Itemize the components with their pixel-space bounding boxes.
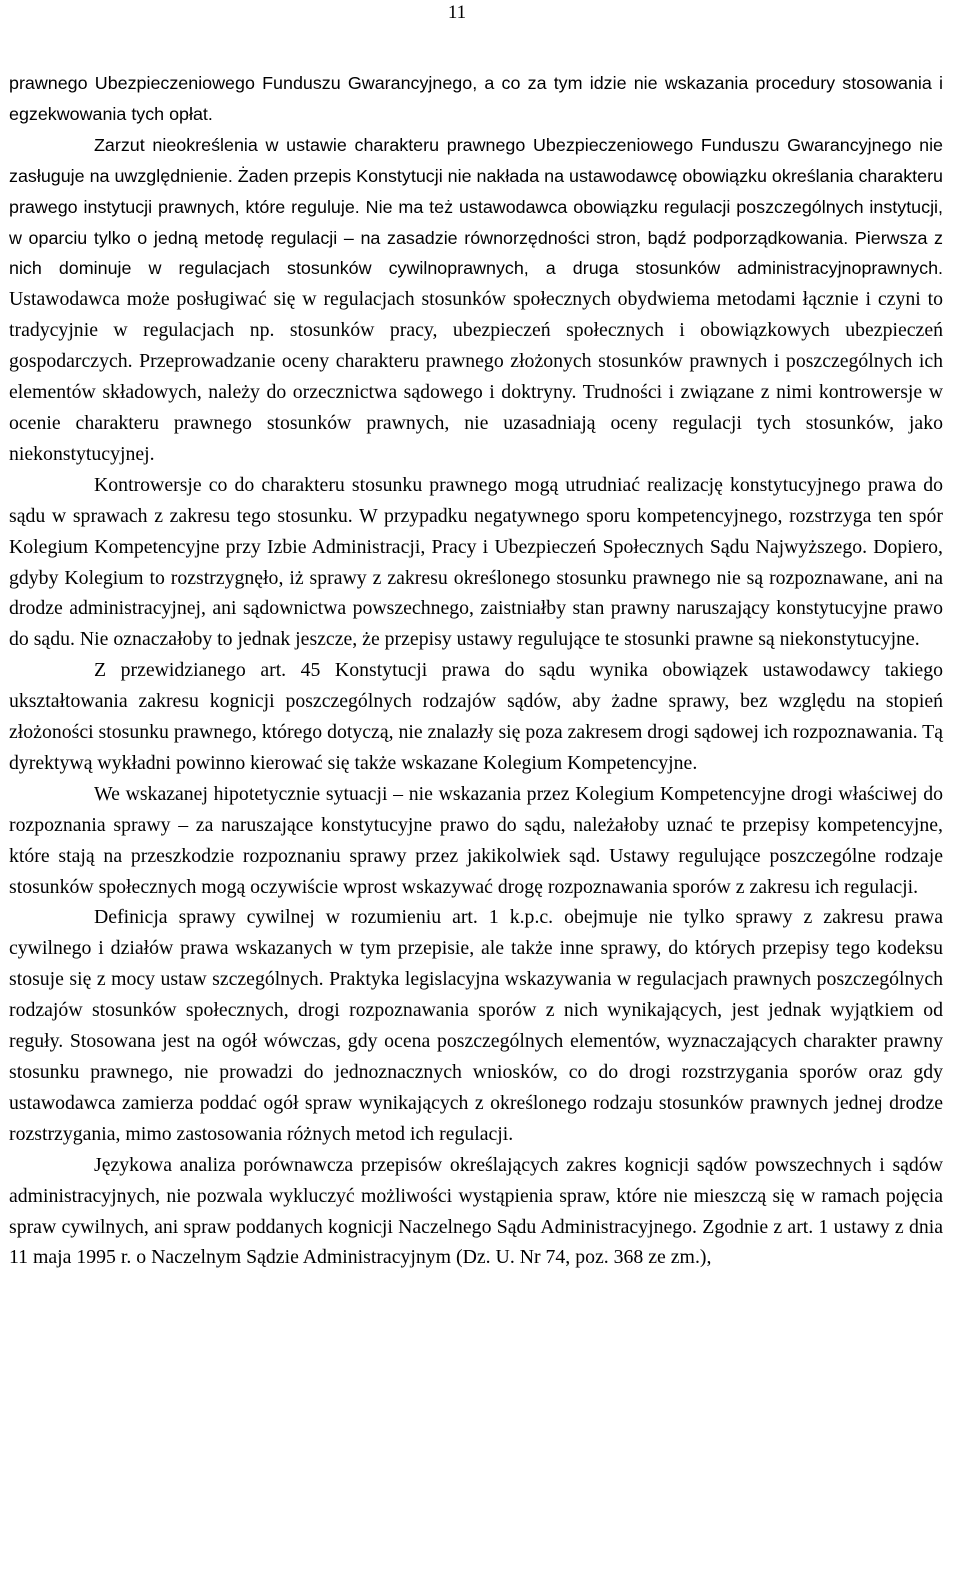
paragraph xyxy=(9,1150,943,1274)
text-run: prawnego Ubezpieczeniowego Funduszu Gwarancyjnego, a co za tym idzie nie wskazania procedury stosowania i egzekwowania tych opłat. xyxy=(9,73,943,124)
text-run: Z przewidzianego art. 45 Konstytucji prawa do sądu wynika obowiązek ustawodawcy takiego ukształtowania zakresu kognicji poszczególnych rodzajów sądów, aby żadne sprawy, bez względu na stopień złożoności stosunku prawnego, którego dotyczą, nie znalazły się poza zakresem drogi sądowej ich rozpoznawania. Tą dyrektywą wykładni powinno kierować się także wskazane Kolegium Kompetencyjne. xyxy=(9,659,943,774)
text-run: Kontrowersje co do charakteru stosunku prawnego mogą utrudniać realizację konstytucyjnego prawa do sądu w sprawach z zakresu tego stosunku. W przypadku negatywnego sporu kompetencyjnego, rozstrzyga ten spór Kolegium Kompetencyjne przy Izbie Administracji, Pracy i Ubezpieczeń Społecznych Sądu Najwyższego. Dopiero, gdyby Kolegium to rozstrzygnęło, iż sprawy z zakresu określonego stosunku prawnego nie są rozpoznawane, ani na drodze administracyjnej, ani sądownictwa powszechnego, zaistniałby stan prawny naruszający konstytucyjne prawo do sądu. Nie oznaczałoby to jednak jeszcze, że przepisy ustawy regulujące te stosunki prawne są niekonstytucyjne. xyxy=(9,473,943,651)
paragraph xyxy=(9,779,943,903)
text-run: Definicja sprawy cywilnej w rozumieniu art. 1 k.p.c. obejmuje nie tylko sprawy z zakresu prawa cywilnego i działów prawa wskazanych w tym przepisie, ale także inne sprawy, do których przepisy tego kodeksu stosuje się z mocy ustaw szczególnych. Praktyka legislacyjna wskazywania w regulacjach prawnych poszczególnych rodzajów stosunków społecznych, drogi rozpoznawania sporów z nich wynikających, jest jednak wyjątkiem od reguły. Stosowana jest na ogół wówczas, gdy ocena poszczególnych elementów, wyznaczających charakter prawny stosunku prawnego, nie prowadzi do jednoznacznych wniosków, co do drogi rozstrzygania sporów oraz gdy ustawodawca zamierza poddać ogół spraw wynikających z określonego rodzaju stosunków prawnych jednej drodze rozstrzygania, mimo zastosowania różnych metod ich regulacji. xyxy=(9,906,943,1145)
document-body xyxy=(9,68,943,1273)
text-run: Językowa analiza porównawcza przepisów określających zakres kognicji sądów powszechnych i sądów administracyjnych, nie pozwala wykluczyć możliwości wystąpienia spraw, które nie mieszczą się w ramach pojęcia spraw cywilnych, ani spraw poddanych kognicji Naczelnego Sądu Administracyjnego. Zgodnie z art. 1 ustawy z dnia 11 maja 1995 r. o Naczelnym Sądzie Administracyjnym (Dz. U. Nr 74, poz. 368 ze zm.), xyxy=(9,1153,943,1269)
paragraph xyxy=(9,902,943,1149)
text-run: We wskazanej hipotetycznie sytuacji – nie wskazania przez Kolegium Kompetencyjne drogi właściwej do rozpoznania sprawy – za naruszające konstytucyjne prawo do sądu, należałoby uznać te przepisy kompetencyjne, które stają na przeszkodzie rozpoznaniu sprawy przez jakikolwiek sąd. Ustawy regulujące poszczególne rodzaje stosunków społecznych mogą oczywiście wprost wskazywać drogę rozpoznawania sporów z zakresu ich regulacji. xyxy=(9,782,943,898)
paragraph xyxy=(9,68,943,130)
paragraph xyxy=(9,130,943,470)
paragraph xyxy=(9,655,943,779)
page-number: 11 xyxy=(447,2,467,23)
paragraph xyxy=(9,470,943,655)
text-run: Ustawodawca może posługiwać się w regulacjach stosunków społecznych obydwiema metodami łącznie i czyni to tradycyjnie w regulacjach np. stosunków pracy, ubezpieczeń społecznych i obowiązkowych ubezpieczeń gospodarczych. Przeprowadzanie oceny charakteru prawnego złożonych stosunków prawnych i poszczególnych ich elementów składowych, należy do orzecznictwa sądowego i doktryny. Trudności i związane z nimi kontrowersje w ocenie charakteru prawnego stosunków prawnych, nie uzasadniają oceny regulacji tych stosunków, jako niekonstytucyjnej. xyxy=(9,288,943,465)
text-run: Zarzut nieokreślenia w ustawie charakteru prawnego Ubezpieczeniowego Funduszu Gwarancyjnego nie zasługuje na uwzględnienie. Żaden przepis Konstytucji nie nakłada na ustawodawcę obowiązku określania charakteru prawego instytucji prawnych, które reguluje. Nie ma też ustawodawca obowiązku regulacji poszczególnych instytucji, w oparciu tylko o jedną metodę regulacji – na zasadzie równorzędności stron, bądź podporządkowania. Pierwsza z nich dominuje w regulacjach stosunków cywilnoprawnych, a druga stosunków administracyjnoprawnych. xyxy=(9,134,943,279)
